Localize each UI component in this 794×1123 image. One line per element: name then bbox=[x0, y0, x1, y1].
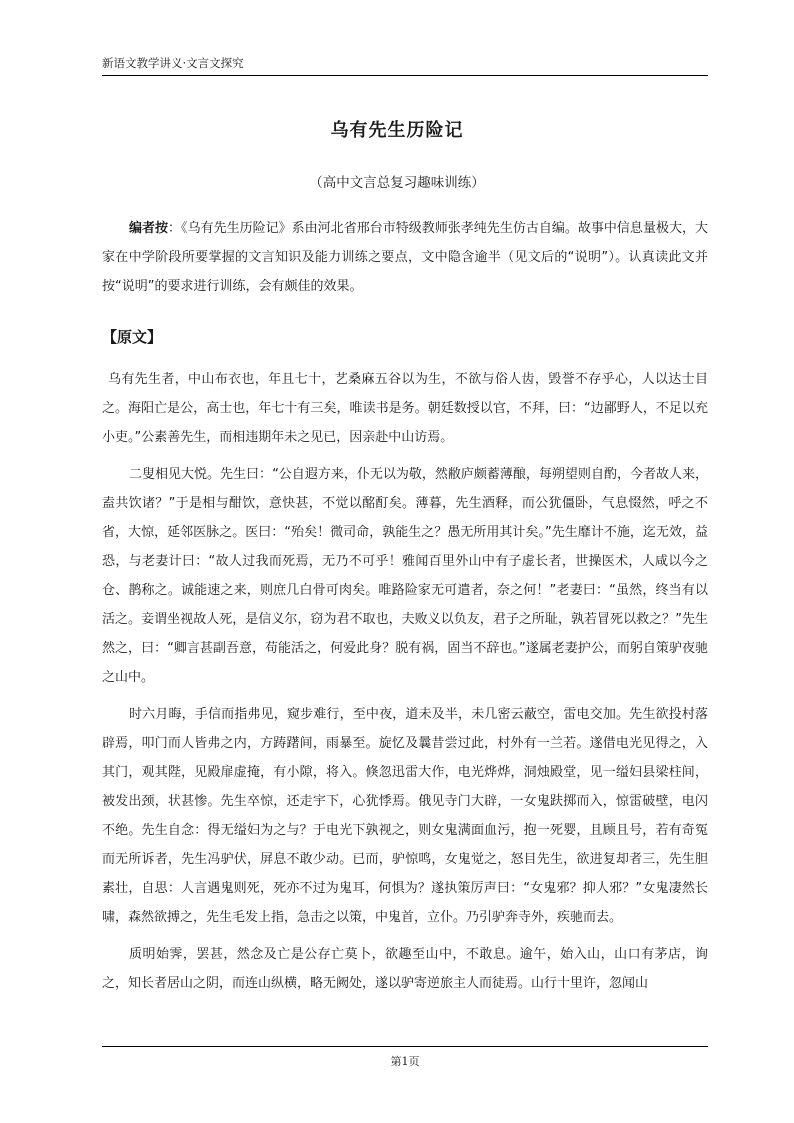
document-title: 乌有先生历险记 bbox=[330, 120, 464, 141]
paragraph-1: 乌有先生者，中山布衣也，年且七十，艺桑麻五谷以为生，不欲与俗人齿，毁誉不存乎心，人以达士目之。海阳亡是公，高士也，年七十有三矣，唯读书是务。朝廷数授以官，不拜，曰：“边鄙野人，不足以充小吏。”公素善先生，而相违期年未之见已，因亲赴中山访焉。 bbox=[102, 372, 708, 445]
document-subtitle: （高中文言总复习趣味训练） bbox=[309, 175, 485, 191]
paragraph-4: 质明始霁，罢甚，然念及亡是公存亡莫卜，欲趣至山中，不敢息。逾午，始入山，山口有茅店，询之，知长者居山之阴，而连山纵横，略无阙处，遂以驴寄逆旅主人而徒焉。山行十里许，忽闻山 bbox=[102, 947, 708, 991]
document-body bbox=[102, 214, 708, 998]
editor-note-label: 编者按 bbox=[129, 221, 169, 236]
page-header bbox=[102, 56, 708, 76]
page-number: 第1页 bbox=[390, 1055, 420, 1068]
editor-note bbox=[102, 214, 708, 301]
paragraph-3: 时六月晦，手信而指弗见，窥步难行，至中夜，道未及半，未几密云蔽空，雷电交加。先生欲投村落辟焉，叩门而人皆弗之内，方踌躇间，雨暴至。旋忆及曩昔尝过此，村外有一兰若。遂借电光见得之，入其门，观其陛，见殿扉虚掩，有小隙，将入。倏忽迅雷大作，电光烨烨，洞烛殿堂，见一缢妇县梁柱间，被发出颈，状甚惨。先生卒惊，还走宇下，心犹悸焉。俄见寺门大辟，一女鬼趺掷而入，惊雷破壁，电闪不绝。先生自念：得无缢妇为之与？于电光下孰视之，则女鬼满面血污，抱一死婴，且顾且号，若有奇冤而无所诉者，先生冯驴伏，屏息不敢少动。已而，驴惊鸣，女鬼觉之，怒目先生，欲进复却者三，先生胆素壮，自思：人言遇鬼则死，死亦不过为鬼耳，何惧为？遂执策厉声曰：“女鬼邪？抑人邪？”女鬼凄然长啸，森然欲搏之，先生毛发上指，急击之以策，中鬼首，立仆。乃引驴奔寺外，疾驰而去。 bbox=[102, 707, 708, 925]
paragraph-2: 二叟相见大悦。先生曰：“公自遐方来，仆无以为敬，然敝庐颇蓄薄酿，每朔望则自酌，今者故人来，盍共饮诸？”于是相与酣饮，意快甚，不觉以酩酊矣。薄暮，先生酒释，而公犹僵卧，气息惙然，呼之不省，大惊，延邻医脉之。医曰：“殆矣！微司命，孰能生之？愚无所用其计矣。”先生靡计不施，迄无效，益恐，与老妻计曰：“故人过我而死焉，无乃不可乎！雅闻百里外山中有子虚长者，世操医术，人咸以今之仓、鹊称之。诚能速之来，则庶几白骨可肉矣。唯路险家无可遣者，奈之何！”老妻曰：“虽然，终当有以活之。妾谓坐视故人死，是信义尔，窃为君不取也，夫败义以负友，君子之所耻，孰若冒死以救之？”先生然之，曰：“卿言甚副吾意，苟能活之，何爱此身？脱有祸，固当不辞也。”遂属老妻护公，而躬自策驴夜驰之山中。 bbox=[102, 467, 708, 685]
editor-note-text: ：《乌有先生历险记》系由河北省邢台市特级教师张孝纯先生仿古自编。故事中信息量极大，大家在中学阶段所要掌握的文言知识及能力训练之要点，文中隐含逾半（见文后的“说明”）。认真读此文并按“说明”的要求进行训练，会有颇佳的效果。 bbox=[102, 221, 708, 294]
page-footer bbox=[102, 1046, 708, 1069]
section-heading: 【原文】 bbox=[102, 328, 163, 346]
header-text: 新语文教学讲义·文言文探究 bbox=[102, 56, 244, 70]
